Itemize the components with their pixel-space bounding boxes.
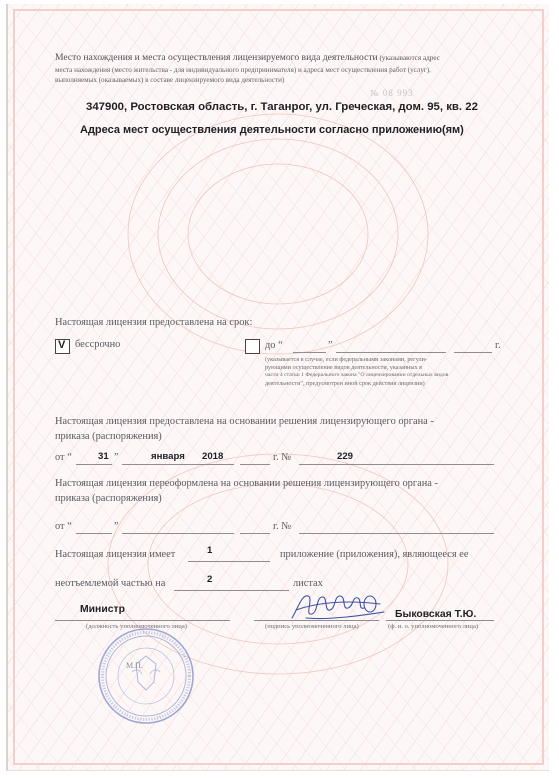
- official-seal-icon: [96, 626, 196, 726]
- reissue-number-line: [299, 533, 494, 534]
- header-line-2: места нахождения (место жительства - для индивидуального предпринимателя) и адреса мест осуществления работ (услуг),: [55, 66, 431, 74]
- basis-from-label: от “: [55, 452, 72, 463]
- address: 347900, Ростовская область, г. Таганрог, ул. Греческая, дом. 95, кв. 22: [86, 101, 478, 113]
- reissue-line-1: Настоящая лицензия переоформлена на основании решения лицензирующего органа -: [55, 478, 438, 489]
- license-page: [6, 4, 549, 771]
- header-line-3: выполняемых (оказываемых) в составе лицензируемого вида деятельности): [55, 76, 285, 84]
- basis-year: 2018: [202, 451, 224, 462]
- annex-text-4: листах: [293, 578, 323, 589]
- until-year-suffix: г.: [495, 340, 501, 351]
- basis-month-line: [122, 464, 234, 465]
- annex-sheets: 2: [207, 574, 213, 585]
- annex-sheets-line: [174, 590, 289, 591]
- reissue-month-line: [122, 533, 234, 534]
- name-caption: (ф. и. о. уполномоченного лица): [388, 623, 479, 630]
- until-day-line: [293, 352, 326, 353]
- reissue-day-line: [76, 533, 112, 534]
- seal-initials: М.П.: [126, 661, 143, 670]
- signature-caption: (подпись уполномоченного лица): [265, 623, 359, 630]
- basis-day: 31: [98, 451, 109, 462]
- name-line: [386, 620, 494, 621]
- basis-number: 229: [337, 451, 354, 462]
- basis-month: января: [151, 451, 185, 462]
- annex-text-3: неотъемлемой частью на: [55, 578, 166, 589]
- term-note-3: части 4 статьи 1 Федерального закона "О лицензировании отдельных видов: [265, 372, 449, 378]
- annex-text-1: Настоящая лицензия имеет: [55, 549, 176, 560]
- until-year-line: [454, 352, 492, 353]
- until-prefix: до “: [265, 340, 283, 351]
- basis-close-quote: ”: [114, 452, 119, 463]
- address-places: Адреса мест осуществления деятельности согласно приложению(ям): [80, 124, 464, 136]
- annex-count: 1: [207, 545, 213, 556]
- annex-count-line: [188, 561, 270, 562]
- until-close-quote: ”: [328, 340, 333, 351]
- reissue-from-label: от “: [55, 521, 72, 532]
- annex-text-2: приложение (приложения), являющееся ее: [280, 549, 469, 560]
- basis-year-suffix: г. №: [273, 452, 292, 463]
- header-line-1: [55, 52, 440, 63]
- security-pattern: [8, 4, 549, 770]
- until-month-line: [336, 352, 446, 353]
- signer-position: Министр: [80, 604, 125, 615]
- basis-line-2: приказа (распоряжения): [55, 431, 162, 442]
- indefinite-label: бессрочно: [75, 339, 121, 350]
- header-main: Место нахождения и места осуществления лицензируемого вида деятельности: [55, 52, 378, 63]
- term-note-1: (указывается в случае, если федеральными законами, регули-: [265, 356, 427, 363]
- reissue-line-2: приказа (распоряжения): [55, 493, 162, 504]
- reissue-year-suffix: г. №: [273, 521, 292, 532]
- until-checkbox[interactable]: [245, 339, 260, 354]
- indefinite-checkbox[interactable]: [55, 339, 70, 354]
- term-label: Настоящая лицензия предоставлена на срок:: [55, 317, 253, 328]
- position-line: [55, 620, 230, 621]
- reissue-year-line: [240, 533, 270, 534]
- signer-name: Быковская Т.Ю.: [395, 609, 477, 620]
- handwritten-signature: [288, 588, 388, 628]
- basis-line-1: Настоящая лицензия предоставлена на основании решения лицензирующего органа -: [55, 416, 434, 427]
- term-note-4: деятельности", предусмотрен иной срок действия лицензии): [265, 380, 425, 387]
- stamp-code: № 08 993: [370, 88, 414, 98]
- position-caption: (должность уполномоченного лица): [86, 623, 187, 630]
- check-mark: V: [58, 339, 66, 351]
- basis-day-line: [76, 464, 112, 465]
- reissue-close-quote: ”: [114, 521, 119, 532]
- term-note-2: рующими осуществление видов деятельности, указанных в: [265, 364, 423, 371]
- basis-number-line: [299, 464, 494, 465]
- header-note: (указываются адрес: [377, 54, 440, 62]
- basis-year-line: [240, 464, 270, 465]
